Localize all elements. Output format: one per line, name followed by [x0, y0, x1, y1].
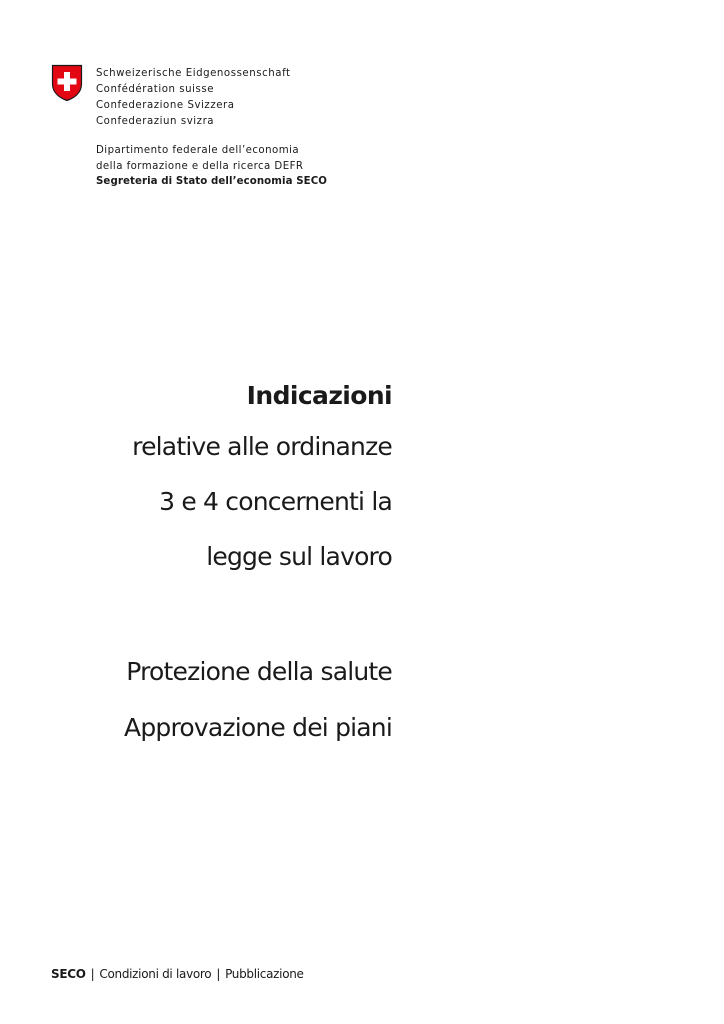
confederation-name-it: Confederazione Svizzera — [96, 100, 235, 111]
title-sub-line-2: 3 e 4 concernenti la — [159, 487, 392, 516]
department-line-2: della formazione e della ricerca DEFR — [96, 160, 304, 172]
department-block — [96, 143, 327, 190]
title-sub-line-1: relative alle ordinanze — [132, 432, 392, 461]
title-main: Indicazioni — [246, 381, 392, 410]
footer-section: Condizioni di lavoro — [99, 967, 212, 981]
topic-health-protection: Protezione della salute — [126, 657, 392, 686]
confederation-name-rm: Confederaziun svizra — [96, 116, 215, 127]
footer-separator: | — [90, 967, 95, 981]
footer-type: Pubblicazione — [225, 967, 304, 981]
footer-org: SECO — [51, 967, 86, 981]
swiss-crest-icon — [51, 64, 83, 102]
topic-plan-approval: Approvazione dei piani — [124, 713, 392, 742]
secretariat-name: Segreteria di Stato dell’economia SECO — [96, 176, 328, 187]
confederation-name-de: Schweizerische Eidgenossenschaft — [96, 68, 291, 79]
title-sub-line-3: legge sul lavoro — [206, 542, 392, 571]
footer-separator: | — [216, 967, 221, 981]
footer — [51, 967, 304, 981]
document-title — [132, 376, 392, 571]
confederation-names — [96, 66, 291, 130]
confederation-name-fr: Confédération suisse — [96, 84, 215, 95]
topics-block — [124, 658, 392, 742]
department-line-1: Dipartimento federale dell’economia — [96, 145, 300, 156]
